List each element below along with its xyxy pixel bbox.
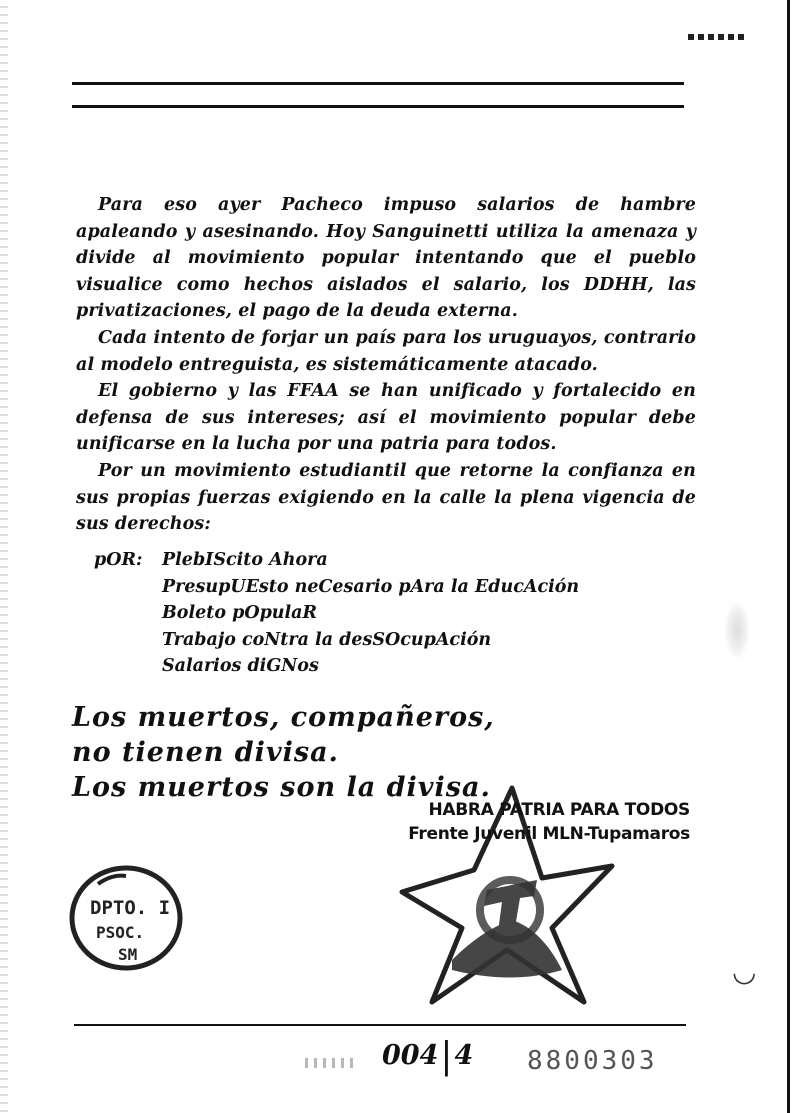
scan-mark [688, 34, 748, 40]
stamp-line-2: PSOC. [96, 923, 145, 942]
document-number [382, 1036, 473, 1077]
quote-line: Los muertos, compañeros, [72, 702, 495, 733]
paragraph-3: El gobierno y las FFAA se han unificado y fortalecido en defensa de sus intereses; así el movimiento popular debe unificarse en la lucha por una patria para todos. [76, 381, 696, 455]
header-rule-top [72, 82, 684, 85]
demands-lead: pOR: [94, 550, 143, 570]
demand-item: PlebIScito Ahora [162, 550, 328, 570]
stamp-line-3: SM [118, 945, 138, 964]
body-text [76, 192, 696, 538]
stamp-line-1: DPTO. I [90, 897, 171, 919]
paragraph-1: Para eso ayer Pacheco impuso salarios de hambre apaleando y asesinando. Hoy Sanguinetti utiliza la amenaza y divide al movimiento popular intentando que el pueblo visualice como hechos aislados el salario, los DDHH, las privatizaciones, el pago de la deuda externa. [76, 195, 696, 322]
department-stamp [68, 862, 188, 974]
signature-organization: Frente Juvenil MLN-Tupamaros [408, 824, 690, 844]
signature-slogan: HABRA PATRIA PARA TODOS [428, 800, 690, 820]
demands-items [162, 547, 642, 680]
demand-item: Boleto pOpulaR [162, 603, 318, 623]
paragraph-2: Cada intento de forjar un país para los uruguayos, contrario al modelo entreguista, es sistemáticamente atacado. [76, 327, 696, 375]
quote-line: no tienen divisa. [72, 737, 339, 768]
quote-line: Los muertos son la divisa. [72, 772, 491, 803]
paragraph-4: Por un movimiento estudiantil que retorne la confianza en sus propias fuerzas exigiendo en la calle la plena vigencia de sus derechos: [76, 460, 696, 535]
doc-number-slash: | [440, 1036, 453, 1077]
margin-mark: ◡ [732, 955, 757, 988]
doc-number-right: 4 [454, 1040, 474, 1071]
demand-item: Trabajo coNtra la desSOcupAción [162, 629, 492, 650]
doc-number-left: 004 [382, 1040, 439, 1071]
scan-smudge [724, 600, 750, 660]
demand-item: Salarios diGNos [162, 656, 319, 676]
footer-rule [74, 1024, 686, 1026]
signature-block [408, 798, 690, 846]
serial-number: 8800303 [527, 1046, 658, 1076]
scan-dots [305, 1058, 355, 1068]
page-edge-right [784, 0, 796, 1113]
demand-item: PresupUEsto neCesario pAra la EducAción [162, 576, 580, 597]
header-rule-bottom [72, 105, 684, 108]
page-edge-left [0, 0, 8, 1113]
